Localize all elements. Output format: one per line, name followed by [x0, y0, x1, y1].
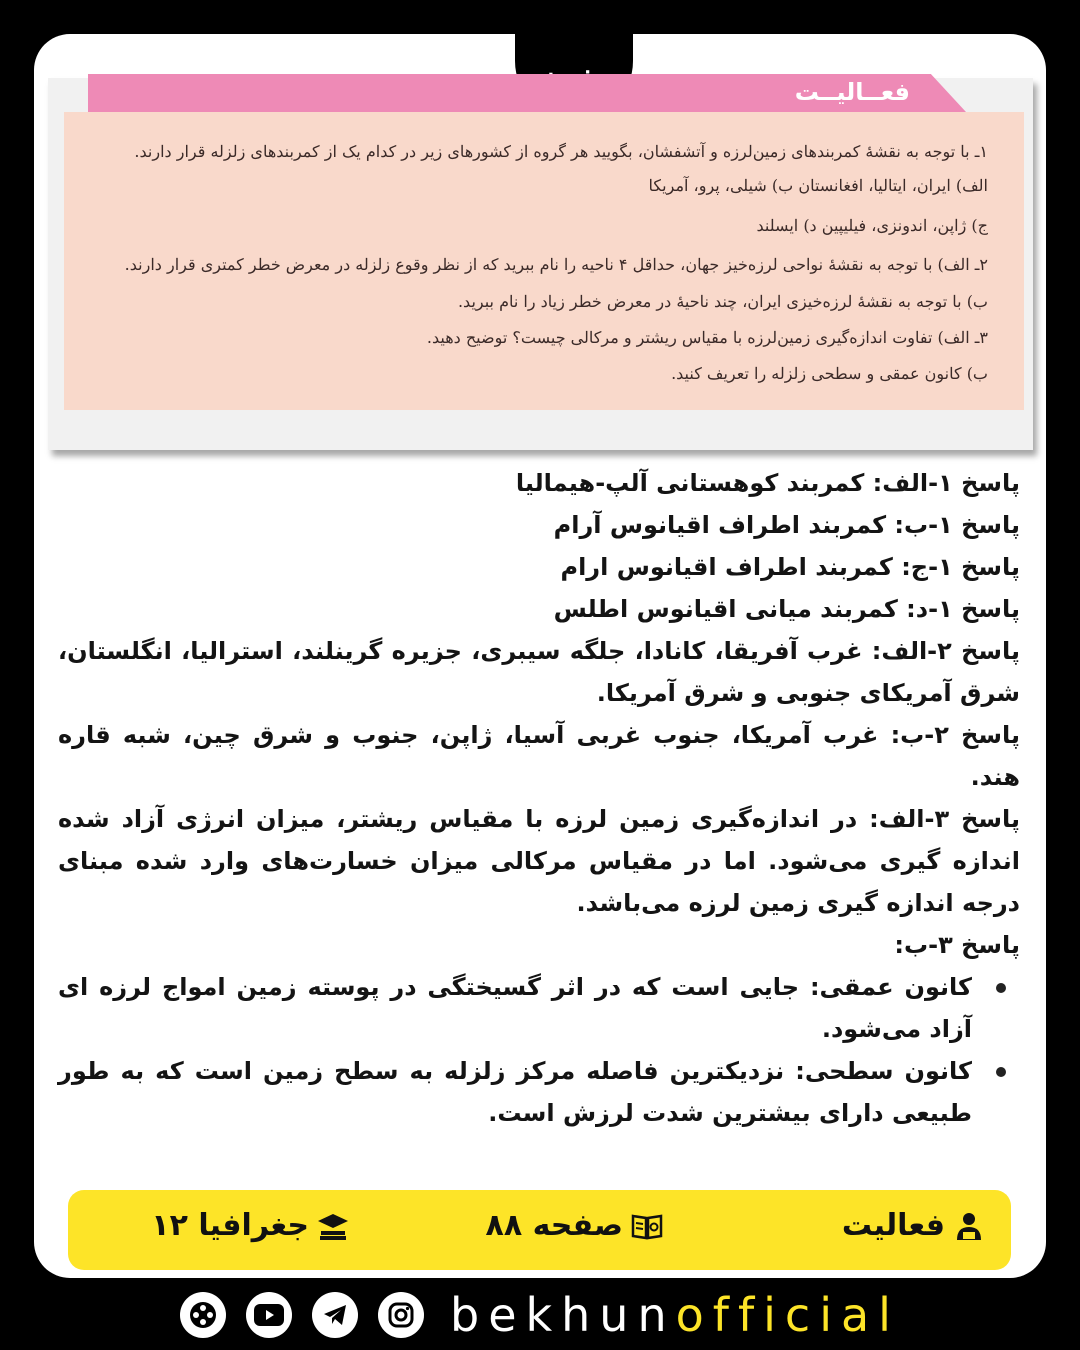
answer-1d: پاسخ ۱-د: کمربند میانی اقیانوس اطلس: [553, 595, 1020, 623]
textbook-line: ٣ـ الف) تفاوت اندازه‌گیری زمین‌لرزه با مقیاس ریشتر و مرکالی چیست؟ توضیح دهید.: [426, 328, 988, 347]
textbook-title: فعــالیــت: [794, 78, 910, 106]
subject-label: [151, 1208, 349, 1243]
answer-1a: پاسخ ۱-الف: کمربند کوهستانی آلپ-هیمالیا: [515, 469, 1020, 497]
graduation-cap-icon: [317, 1210, 349, 1242]
subject-text: جغرافیا ۱۲: [151, 1208, 309, 1243]
answer-2b: پاسخ ۲-ب: غرب آمریکا، جنوب غربی آسیا، ژاپن، جنوب و شرق چین، شبه قاره هند.: [58, 721, 1021, 791]
teacher-icon: [953, 1210, 985, 1242]
answer-1b: پاسخ ۱-ب: کمربند اطراف اقیانوس آرام: [553, 511, 1020, 539]
activity-label: [842, 1208, 985, 1243]
list-item: کانون عمقی: جایی است که در اثر گسیختگی در پوسته زمین امواج لرزه ای آزاد می‌شود.: [58, 966, 972, 1050]
answers-section: [58, 462, 1020, 1134]
brand-name-white: bekhun: [450, 1288, 676, 1342]
telegram-icon[interactable]: [312, 1292, 358, 1338]
answer-3b-heading: پاسخ ۳-ب:: [894, 931, 1020, 959]
film-reel-icon[interactable]: [180, 1292, 226, 1338]
textbook-line: ب) با توجه به نقشهٔ لرزه‌خیزی ایران، چند ناحیهٔ در معرض خطر زیاد را نام ببرید.: [457, 292, 988, 311]
youtube-icon[interactable]: [246, 1292, 292, 1338]
list-item: کانون سطحی: نزدیکترین فاصله مرکز زلزله به سطح زمین است که به طور طبیعی دارای بیشترین شدت لرزش است.: [58, 1050, 972, 1134]
textbook-line: ٢ـ الف) با توجه به نقشهٔ نواحی لرزه‌خیز جهان، حداقل ۴ ناحیه را نام ببرید که از نظر وقوع زلزله در معرض خطر کمتری قرار دارند.: [124, 255, 988, 274]
instagram-icon[interactable]: [378, 1292, 424, 1338]
info-bar: [68, 1190, 1011, 1270]
brand-name-yellow: official: [675, 1288, 900, 1342]
textbook-body: [64, 112, 1024, 410]
footer-social: [180, 1290, 900, 1340]
textbook-line: ب) کانون عمقی و سطحی زلزله را تعریف کنید.: [671, 364, 988, 383]
textbook-line: ج) ژاپن، اندونزی، فیلیپین د) ایسلند: [756, 216, 988, 235]
textbook-line: الف) ایران، ایتالیا، افغانستان ب) شیلی، پرو، آمریکا: [648, 176, 988, 195]
answer-3a: پاسخ ۳-الف: در اندازه‌گیری زمین لرزه با مقیاس ریشتر، میزان انرژی آزاد شده اندازه گیری می‌شود. اما در مقیاس مرکالی میزان خسارت‌های وارد شده مبنای درجه اندازه گیری زمین لرزه می‌باشد.: [58, 805, 1020, 917]
page-label: [486, 1208, 663, 1243]
activity-text: فعالیت: [841, 1208, 945, 1243]
answer-3b-list: [58, 966, 1020, 1134]
page-text: صفحه ۸۸: [485, 1208, 623, 1243]
answer-1c: پاسخ ۱-ج: کمربند اطراف اقیانوس ارام: [560, 553, 1020, 581]
answer-2a: پاسخ ۲-الف: غرب آفریقا، کانادا، جلگه سیبری، جزیره گرینلند، استرالیا، انگلستان، شرق آمریکای جنوبی و شرق آمریکا.: [58, 637, 1021, 707]
brand-name: [450, 1288, 900, 1342]
textbook-line: ١ـ با توجه به نقشهٔ کمربندهای زمین‌لرزه و آتشفشان، بگویید هر گروه از کشورهای زیر در کدام یک از کمربندهای زلزله قرار دارند.: [134, 142, 988, 161]
open-book-icon: [631, 1210, 663, 1242]
